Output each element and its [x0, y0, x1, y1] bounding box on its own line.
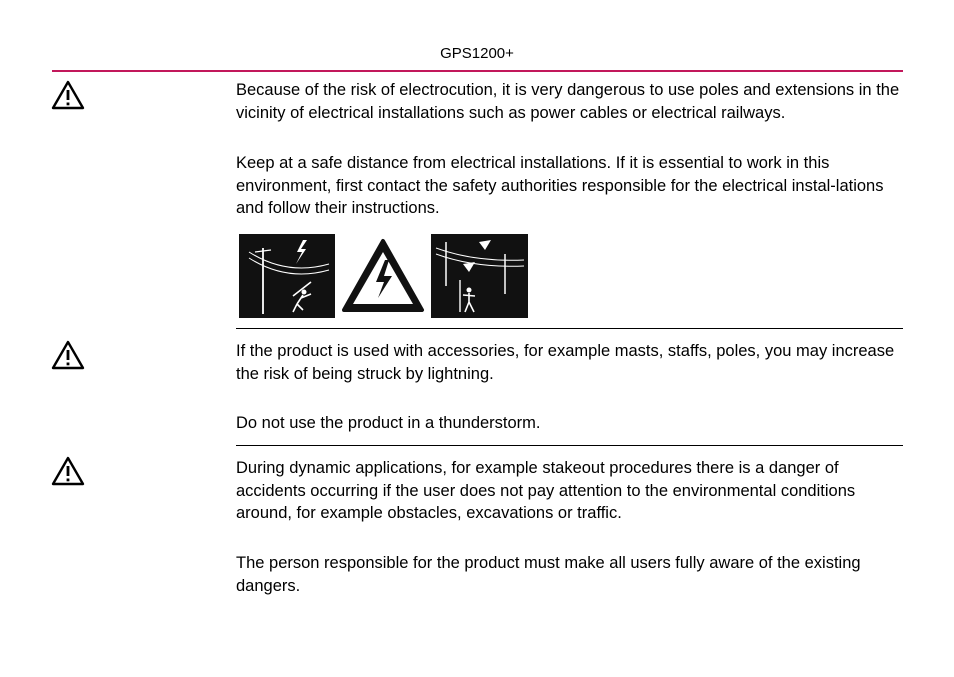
warning-paragraph: During dynamic applications, for example stakeout procedures there is a danger of accidents occurring if the user does not pay attention to the environmental conditions around, for example obstacles, excavations or traffic. — [236, 459, 856, 522]
header-divider — [52, 70, 903, 72]
warning-triangle-icon — [51, 456, 85, 486]
section-divider — [236, 328, 903, 329]
warning-paragraph: If the product is used with accessories, for example masts, staffs, poles, you may increase the risk of being struck by lightning. — [236, 342, 895, 383]
instruction-paragraph: The person responsible for the product must make all users fully aware of the existing dangers. — [236, 554, 861, 595]
warning-paragraph: Because of the risk of electrocution, it is very dangerous to use poles and extensions in the vicinity of electrical installations such as power cables or electrical railways. — [236, 81, 900, 122]
instruction-paragraph: Do not use the product in a thunderstorm. — [236, 414, 541, 432]
electrocution-hazard-pictogram — [239, 234, 528, 318]
page-title: GPS1200+ — [440, 45, 514, 62]
warning-triangle-icon — [51, 340, 85, 370]
warning-triangle-icon — [51, 80, 85, 110]
section-divider — [236, 445, 903, 446]
instruction-paragraph: Keep at a safe distance from electrical installations. If it is essential to work in this environment, first contact the safety authorities responsible for the electrical instal-lations and follow their instructions. — [236, 154, 884, 217]
